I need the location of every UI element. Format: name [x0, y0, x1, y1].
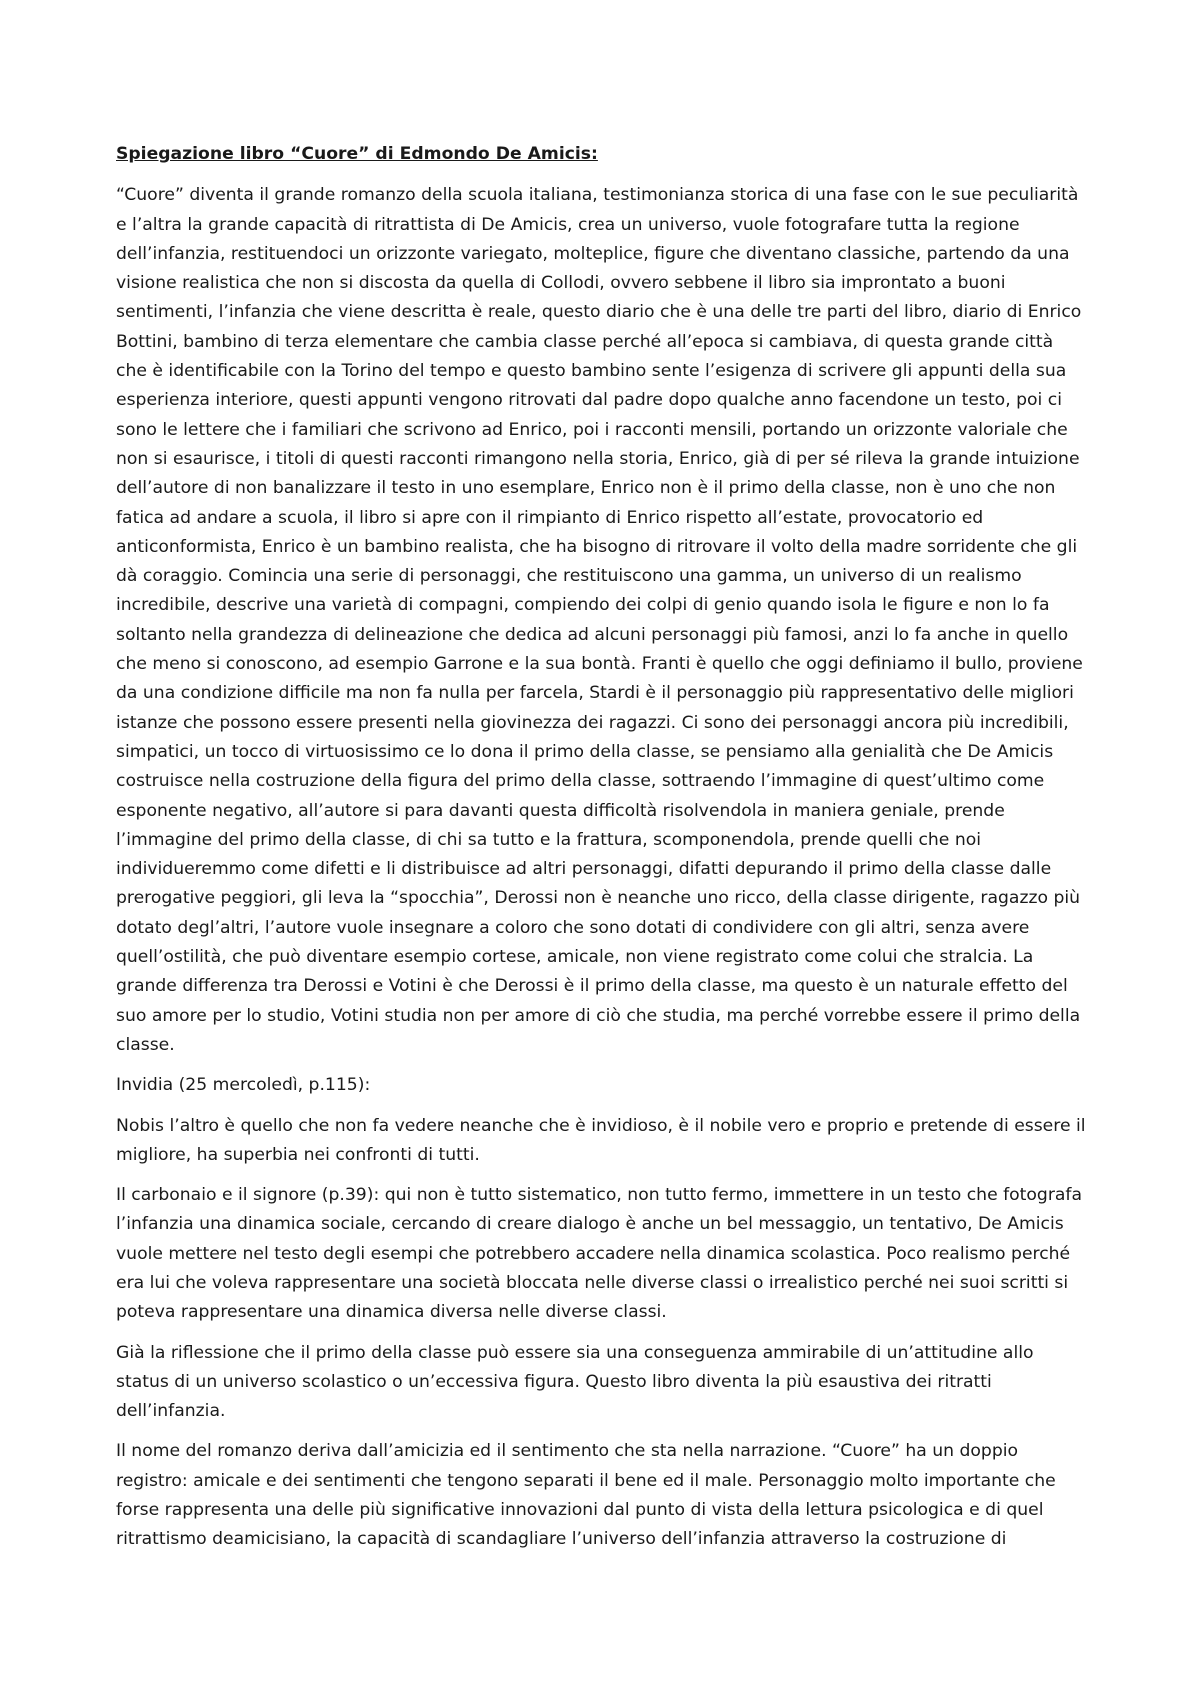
paragraph-primo-della-classe: Già la riflessione che il primo della classe può essere sia una conseguenza ammirabile di un’attitudine allo status di un universo scolastico o un’eccessiva figura. Questo libro diventa la più esaustiva dei ritratti dell’infanzia. — [116, 1342, 1034, 1422]
paragraph-nobis: Nobis l’altro è quello che non fa vedere neanche che è invidioso, è il nobile vero e proprio e pretende di essere il migliore, ha superbia nei confronti di tutti. — [116, 1115, 1086, 1165]
document-title: Spiegazione libro “Cuore” di Edmondo De Amicis: — [116, 144, 598, 164]
paragraph-cuore-overview: “Cuore” diventa il grande romanzo della scuola italiana, testimonianza storica di una fase con le sue peculiarità e l’altra la grande capacità di ritrattista di De Amicis, crea un universo, vuole fotografare tutta la regione dell’infanzia, restituendoci un orizzonte variegato, molteplice, figure che diventano classiche, partendo da una visione realistica che non si discosta da quella di Collodi, ovvero sebbene il libro sia improntato a buoni sentimenti, l’infanzia che viene descritta è reale, questo diario che è una delle tre parti del libro, diario di Enrico Bottini, bambino di terza elementare che cambia classe perché all’epoca si cambiava, di questa grande città che è identificabile con la Torino del tempo e questo bambino sente l’esigenza di scrivere gli appunti della sua esperienza interiore, questi appunti vengono ritrovati dal padre dopo qualche anno facendone un testo, poi ci sono le lettere che i familiari che scrivono ad Enrico, poi i racconti mensili, portando un orizzonte valoriale che non si esaurisce, i titoli di questi racconti rimangono nella storia, Enrico, già di per sé rileva la grande intuizione dell’autore di non banalizzare il testo in uno esemplare, Enrico non è il primo della classe, non è uno che non fatica ad andare a scuola, il libro si apre con il rimpianto di Enrico rispetto all’estate, provocatorio ed anticonformista, Enrico è un bambino realista, che ha bisogno di ritrovare il volto della madre sorridente che gli dà coraggio. Comincia una serie di personaggi, che restituiscono una gamma, un universo di un realismo incredibile, descrive una varietà di compagni, compiendo dei colpi di genio quando isola le figure e non lo fa soltanto nella grandezza di delineazione che dedica ad alcuni personaggi più famosi, anzi lo fa anche in quello che meno si conoscono, ad esempio Garrone e la sua bontà. Franti è quello che oggi definiamo il bullo, proviene da una condizione difficile ma non fa nulla per farcela, Stardi è il personaggio più rappresentativo delle migliori istanze che possono essere presenti nella giovinezza dei ragazzi. Ci sono dei personaggi ancora più incredibili, simpatici, un tocco di virtuosissimo ce lo dona il primo della classe, se pensiamo alla genialità che De Amicis costruisce nella costruzione della figura del primo della classe, sottraendo l’immagine di quest’ultimo come esponente negativo, all’autore si para davanti questa difficoltà risolvendola in maniera geniale, prende l’immagine del primo della classe, di chi sa tutto e la frattura, scomponendola, prende quelli che noi individueremmo come difetti e li distribuisce ad altri personaggi, difatti depurando il primo della classe dalle prerogative peggiori, gli leva la “spocchia”, Derossi non è neanche uno ricco, della classe dirigente, ragazzo più dotato degl’altri, l’autore vuole insegnare a coloro che sono dotati di condividere con gli altri, senza avere quell’ostilità, che può diventare esempio cortese, amicale, non viene registrato come colui che stralcia. La grande differenza tra Derossi e Votini è che Derossi è il primo della classe, ma questo è un naturale effetto del suo amore per lo studio, Votini studia non per amore di ciò che studia, ma perché vorrebbe essere il primo della classe. — [116, 185, 1083, 1055]
paragraph-nome-romanzo: Il nome del romanzo deriva dall’amicizia ed il sentimento che sta nella narrazione. “Cuore” ha un doppio registro: amicale e dei sentimenti che tengono separati il bene ed il male. Personaggio molto importante che forse rappresenta una delle più significative innovazioni dal punto di vista della lettura psicologica e di quel ritrattismo deamicisiano, la capacità di scandagliare l’universo dell’infanzia attraverso la costruzione di — [116, 1441, 1056, 1550]
paragraph-invidia-heading: Invidia (25 mercoledì, p.115): — [116, 1075, 371, 1096]
document-page — [116, 140, 1088, 1566]
paragraph-carbonaio: Il carbonaio e il signore (p.39): qui non è tutto sistematico, non tutto fermo, immettere in un testo che fotografa l’infanzia una dinamica sociale, cercando di creare dialogo è anche un bel messaggio, un tentativo, De Amicis vuole mettere nel testo degli esempi che potrebbero accadere nella dinamica scolastica. Poco realismo perché era lui che voleva rappresentare una società bloccata nelle diverse classi o irrealistico perché nei suoi scritti si poteva rappresentare una dinamica diversa nelle diverse classi. — [116, 1185, 1083, 1323]
